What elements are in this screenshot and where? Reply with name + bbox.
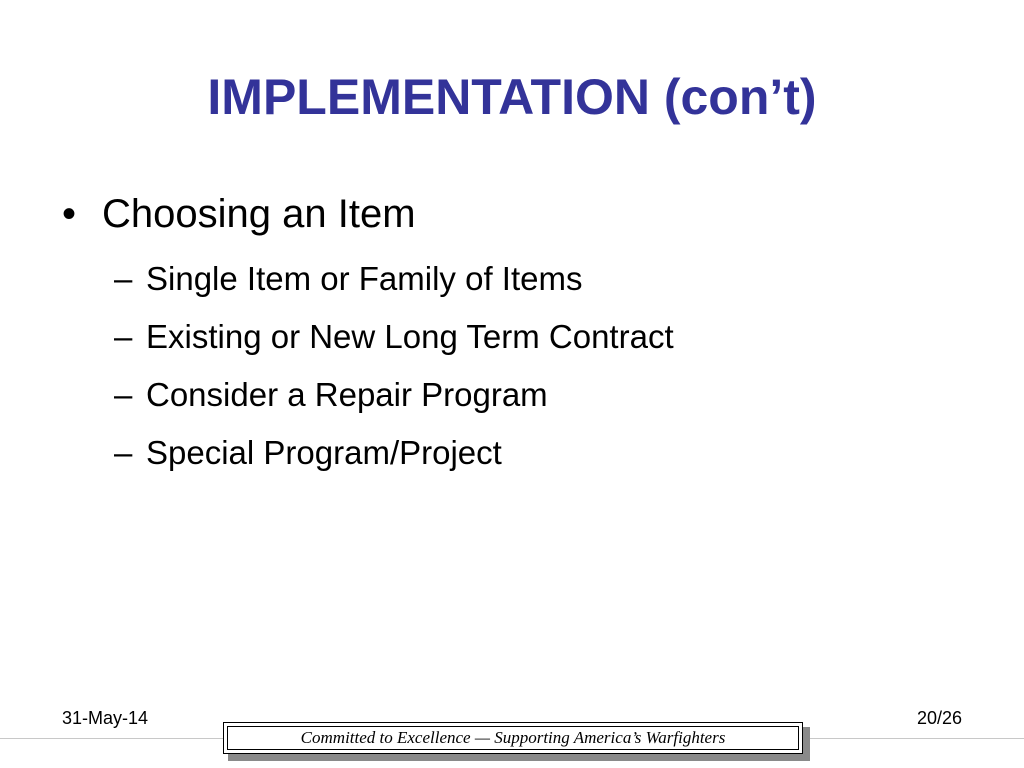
- bullet-item: [62, 188, 416, 240]
- bullet-dot-icon: •: [62, 192, 77, 236]
- slide-title: IMPLEMENTATION (con’t): [207, 69, 817, 125]
- sub-bullet-item: [114, 308, 674, 366]
- sub-bullet-item: [114, 366, 674, 424]
- dash-icon: –: [114, 318, 133, 355]
- sub-bullet-text: Single Item or Family of Items: [146, 260, 583, 297]
- sub-bullet-text: Special Program/Project: [146, 434, 502, 471]
- sub-bullet-text: Consider a Repair Program: [146, 376, 548, 413]
- sub-bullet-list: [114, 250, 674, 482]
- tagline-text: Committed to Excellence — Supporting America’s Warfighters: [227, 726, 799, 750]
- dash-icon: –: [114, 434, 133, 471]
- sub-bullet-text: Existing or New Long Term Contract: [146, 318, 674, 355]
- tagline-box: [223, 722, 803, 754]
- sub-bullet-item: [114, 250, 674, 308]
- bullet-text: Choosing an Item: [102, 192, 416, 236]
- dash-icon: –: [114, 260, 133, 297]
- footer-page-number: 20/26: [916, 708, 962, 728]
- sub-bullet-item: [114, 424, 674, 482]
- footer-date: 31-May-14: [62, 708, 149, 728]
- dash-icon: –: [114, 376, 133, 413]
